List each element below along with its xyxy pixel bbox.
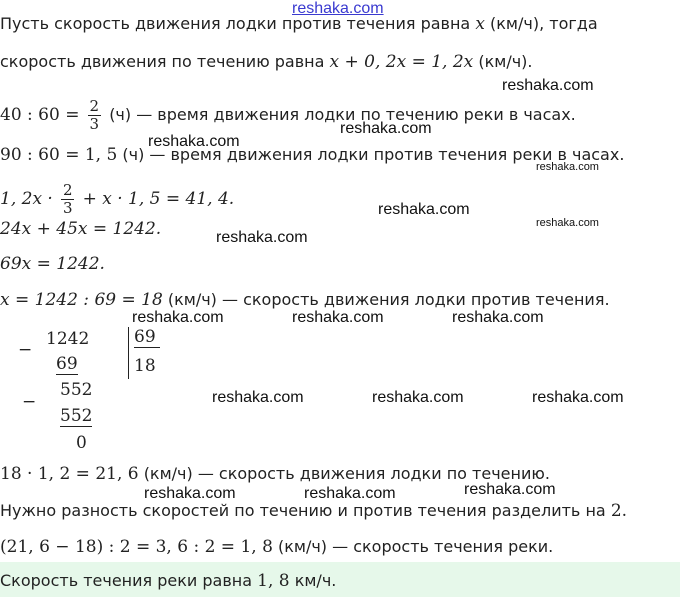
division-vertical-line (128, 327, 129, 379)
fraction-denominator: 3 (89, 115, 100, 133)
solution-line-5 (0, 182, 234, 217)
watermark: reshaka.com (132, 309, 224, 326)
solution-line-10 (0, 501, 627, 521)
text: (км/ч) — скорость движения лодки по течению. (143, 464, 550, 483)
text: (ч) — время движения лодки по течению реки в часах. (109, 105, 576, 124)
fraction (61, 182, 75, 217)
fraction-denominator: 3 (62, 199, 73, 217)
text: Пусть скорость движения лодки против течения равна (0, 14, 471, 33)
remainder-1: 552 (60, 380, 93, 400)
math: 24x + 45x = 1242. (0, 219, 162, 239)
watermark: reshaka.com (502, 77, 594, 94)
quotient: 18 (134, 356, 156, 376)
text: Скорость течения реки равна (0, 571, 253, 590)
watermark: reshaka.com (216, 229, 308, 246)
fraction (88, 98, 102, 133)
watermark: reshaka.com (304, 485, 396, 502)
fraction-numerator: 2 (89, 97, 100, 115)
math: 1, 2x · (0, 189, 53, 209)
math: 2. (610, 501, 628, 521)
subtrahend-2: 552 (60, 406, 93, 426)
text: км/ч. (294, 571, 337, 590)
divisor: 69 (134, 327, 160, 348)
solution-line-3 (0, 98, 576, 133)
watermark-top[interactable]: reshaka.com (292, 0, 384, 17)
minus-sign: − (18, 340, 33, 360)
solution-line-4 (0, 145, 624, 165)
watermark: reshaka.com (212, 389, 304, 406)
math: 18 · 1, 2 = 21, 6 (0, 464, 139, 484)
watermark: reshaka.com (378, 201, 470, 218)
watermark: reshaka.com (536, 161, 599, 173)
solution-line-1 (0, 14, 598, 34)
watermark: reshaka.com (372, 389, 464, 406)
math: x = 1242 : 69 = 18 (0, 290, 163, 310)
text: (км/ч) — скорость течения реки. (277, 537, 554, 556)
math: 90 : 60 = 1, 5 (0, 145, 118, 165)
watermark: reshaka.com (532, 389, 624, 406)
math: 40 : 60 = (0, 105, 80, 125)
text: (км/ч), тогда (490, 14, 598, 33)
subtrahend-1: 69 (56, 354, 78, 374)
answer-box (0, 562, 680, 597)
watermark: reshaka.com (292, 309, 384, 326)
remainder-2: 0 (76, 433, 87, 453)
text: (км/ч). (478, 52, 533, 71)
solution-line-8 (0, 290, 610, 310)
watermark: reshaka.com (148, 133, 240, 150)
text: скорость движения по течению равна (0, 52, 325, 71)
watermark: reshaka.com (536, 217, 599, 229)
text: Нужно разность скоростей по течению и против течения разделить на (0, 501, 606, 520)
math: 1, 8 (257, 571, 290, 591)
math: x + 0, 2x = 1, 2x (329, 52, 474, 72)
answer-line (0, 571, 336, 591)
watermark: reshaka.com (452, 309, 544, 326)
math: 69x = 1242. (0, 254, 105, 274)
solution-line-11 (0, 537, 553, 557)
watermark: reshaka.com (144, 485, 236, 502)
watermark: reshaka.com (464, 481, 556, 498)
watermark: reshaka.com (340, 120, 432, 137)
solution-line-2 (0, 52, 533, 72)
math: + x · 1, 5 = 41, 4. (82, 189, 235, 209)
solution-line-6 (0, 219, 161, 239)
text: (км/ч) — скорость движения лодки против течения. (167, 290, 610, 309)
solution-line-7 (0, 254, 105, 274)
math: x (475, 14, 485, 34)
text: (ч) — время движения лодки против течения реки в часах. (122, 145, 625, 164)
minus-sign: − (22, 392, 37, 412)
fraction-numerator: 2 (62, 181, 73, 199)
math: (21, 6 − 18) : 2 = 3, 6 : 2 = 1, 8 (0, 537, 273, 557)
dividend: 1242 (46, 329, 90, 349)
